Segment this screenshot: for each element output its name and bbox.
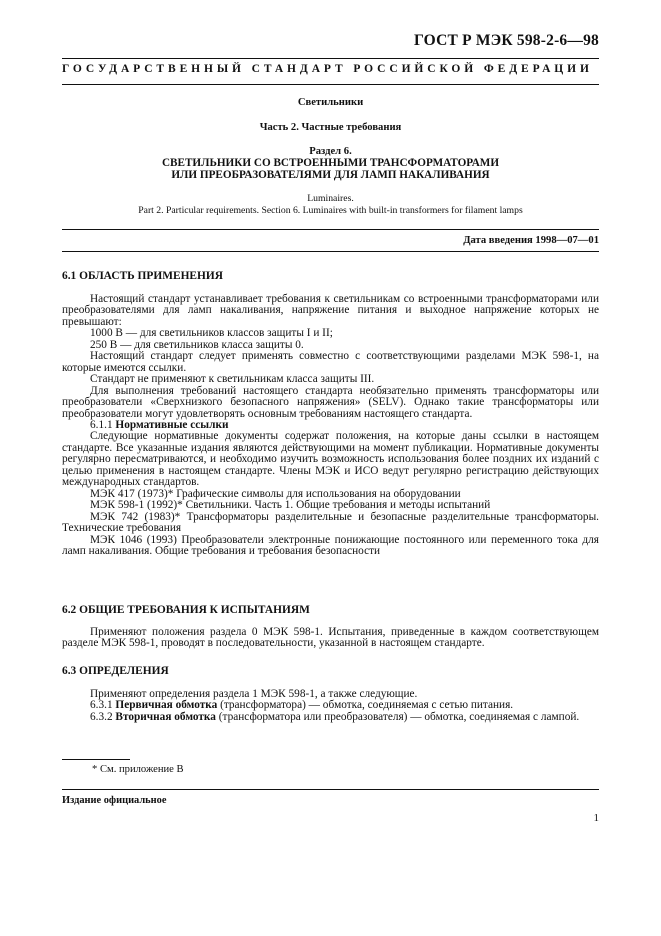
paragraph: Стандарт не применяют к светильникам класса защиты III. bbox=[90, 373, 375, 386]
section-title-line-1: СВЕТИЛЬНИКИ СО ВСТРОЕННЫМИ ТРАНСФОРМАТОРАМИ bbox=[161, 157, 500, 169]
paragraph: 250 В — для светильников класса защиты 0. bbox=[90, 338, 304, 351]
page-number: 1 bbox=[593, 812, 599, 824]
footnote: * См. приложение В bbox=[92, 764, 184, 775]
paragraph: Следующие нормативные документы содержат положения, на которые даны ссылки в настоящем стандарте. Все указанные издания являются действующими на момент публикации. Нормативные документы регулярно пересматриваются, и необходимо изучить возможность использования более поздних их изданий с целью применения в настоящем стандарте. Члены МЭК и ИСО ведут регулярно регистрацию действующих международных стандартов. bbox=[62, 430, 599, 489]
paragraph: Для выполнения требований настоящего стандарта необязательно применять трансформаторы или преобразователи «Сверхнизкого безопасного напряжения» (SELV). Однако такие трансформаторы или преобразователи могут удовлетворять основным требованиям настоящего стандарта. bbox=[62, 384, 599, 420]
english-title-line-2: Part 2. Particular requirements. Section 6. Luminaires with built-in transformers for filament lamps bbox=[138, 205, 523, 216]
date-rule-bottom bbox=[62, 251, 599, 252]
paragraph: Настоящий стандарт устанавливает требования к светильникам со встроенными трансформаторами или преобразователями для ламп накаливания, напряжение питания и выходное напряжение которых не превышают: bbox=[62, 293, 599, 328]
heading-6-1: 6.1 ОБЛАСТЬ ПРИМЕНЕНИЯ bbox=[62, 270, 223, 282]
section-6-1-body bbox=[62, 294, 599, 557]
paragraph: 1000 В — для светильников классов защиты I и II; bbox=[90, 327, 333, 340]
definition-item bbox=[62, 712, 599, 723]
reference-item: МЭК 598-1 (1992)* Светильники. Часть 1. Общие требования и методы испытаний bbox=[90, 499, 491, 512]
section-6-2-body bbox=[62, 627, 599, 650]
definition-number: 6.3.1 bbox=[90, 699, 113, 712]
state-standard-title: ГОСУДАРСТВЕННЫЙ СТАНДАРТ РОССИЙСКОЙ ФЕДЕРАЦИИ bbox=[62, 63, 593, 75]
document-subject: Светильники bbox=[297, 97, 364, 108]
standard-code: ГОСТ Р МЭК 598-2-6—98 bbox=[413, 32, 599, 49]
reference-item: МЭК 742 (1983)* Трансформаторы разделительные и безопасные разделительные трансформаторы. Технические требования bbox=[62, 510, 599, 535]
paragraph: Настоящий стандарт следует применять совместно с соответствующими разделами МЭК 598-1, на которые имеются ссылки. bbox=[62, 350, 599, 374]
reference-item: МЭК 417 (1973)* Графические символы для использования на оборудовании bbox=[90, 487, 461, 500]
subsection-title: Нормативные ссылки bbox=[115, 418, 229, 431]
section-number: Раздел 6. bbox=[309, 146, 352, 157]
subsection-number: 6.1.1 bbox=[90, 418, 113, 431]
header-rule-bottom bbox=[62, 84, 599, 85]
footnote-rule bbox=[62, 759, 130, 760]
introduction-date: Дата введения 1998—07—01 bbox=[463, 235, 599, 246]
definition-text: (трансформатора) — обмотка, соединяемая с сетью питания. bbox=[220, 699, 514, 712]
reference-item: МЭК 1046 (1993) Преобразователи электронные понижающие постоянного или переменного тока для ламп накаливания. Общие требования и требования безопасности bbox=[62, 533, 599, 557]
heading-6-2: 6.2 ОБЩИЕ ТРЕБОВАНИЯ К ИСПЫТАНИЯМ bbox=[62, 604, 310, 616]
definition-number: 6.3.2 bbox=[90, 710, 113, 723]
english-title-line-1: Luminaires. bbox=[307, 193, 354, 204]
section-title bbox=[62, 157, 599, 181]
paragraph: Применяют определения раздела 1 МЭК 598-1, а также следующие. bbox=[90, 688, 418, 700]
paragraph: Применяют положения раздела 0 МЭК 598-1. Испытания, приведенные в каждом соответствующем разделе МЭК 598-1, проводят в последовательности, указанной в настоящем стандарте. bbox=[62, 626, 599, 650]
document-part: Часть 2. Частные требования bbox=[259, 122, 402, 133]
definition-term: Первичная обмотка bbox=[115, 699, 218, 712]
section-title-line-2: ИЛИ ПРЕОБРАЗОВАТЕЛЯМИ ДЛЯ ЛАМП НАКАЛИВАНИЯ bbox=[171, 169, 490, 181]
definition-text: (трансформатора или преобразователя) — обмотка, соединяемая с лампой. bbox=[218, 710, 580, 723]
edition-label: Издание официальное bbox=[62, 795, 167, 806]
header-rule-top bbox=[62, 58, 599, 59]
edition-rule bbox=[62, 789, 599, 790]
heading-6-3: 6.3 ОПРЕДЕЛЕНИЯ bbox=[62, 665, 169, 677]
section-6-3-body bbox=[62, 689, 599, 723]
definition-term: Вторичная обмотка bbox=[115, 710, 216, 723]
date-rule-top bbox=[62, 229, 599, 230]
